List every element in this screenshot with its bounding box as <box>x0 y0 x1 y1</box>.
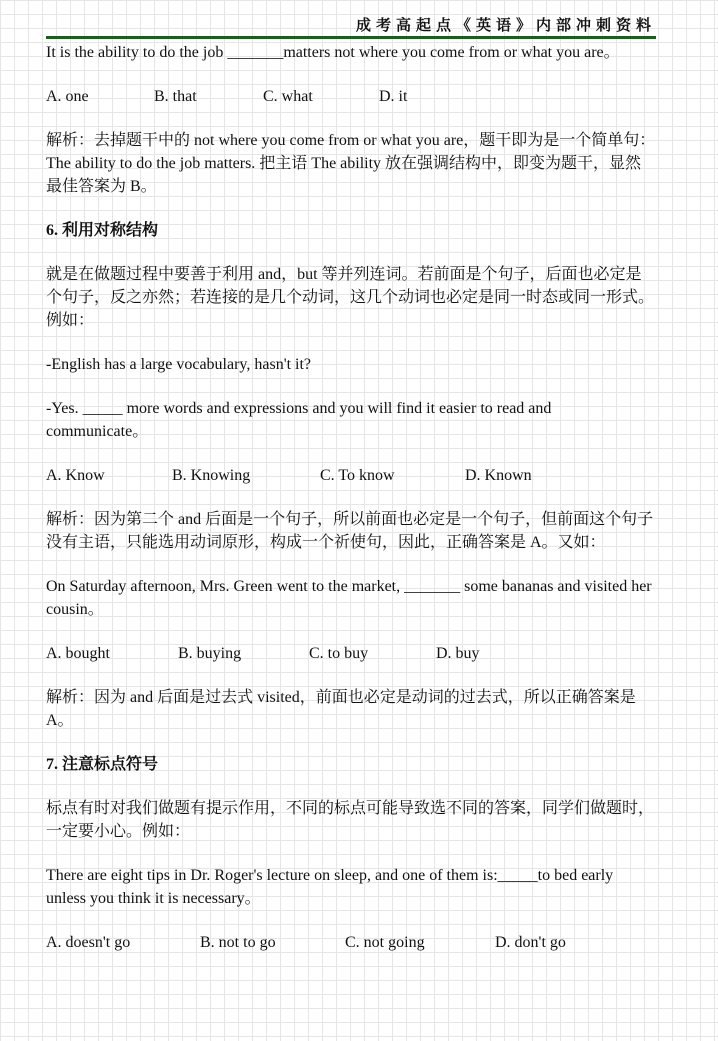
analysis-paragraph: 解析：因为第二个 and 后面是一个句子，所以前面也必定是一个句子，但前面这个句子没有主语，只能选用动词原形，构成一个祈使句，因此，正确答案是 A。又如： <box>46 511 654 551</box>
option-c: C. To know <box>320 467 395 484</box>
option-c: C. to buy <box>309 645 369 662</box>
header-title: 成考高起点《英语》内部冲刺资料 <box>355 16 656 34</box>
option-d: D. it <box>379 88 408 105</box>
section-heading-7: 7. 注意标点符号 <box>46 756 159 773</box>
section-heading-6: 6. 利用对称结构 <box>46 222 159 239</box>
option-d: D. don't go <box>495 934 566 951</box>
section-intro-7: 标点有时对我们做题有提示作用，不同的标点可能导致选不同的答案，同学们做题时，一定要小心。例如： <box>46 800 655 840</box>
page-header <box>46 0 656 38</box>
answer-options <box>46 464 656 487</box>
option-a: A. one <box>46 88 89 105</box>
option-c: C. what <box>263 88 313 105</box>
question-stem: There are eight tips in Dr. Roger's lecture on sleep, and one of them is:_____to bed early unless you think it is necessary。 <box>46 867 614 907</box>
question-stem: On Saturday afternoon, Mrs. Green went to the market, _______ some bananas and visited her cousin。 <box>46 578 652 618</box>
section-intro-6: 就是在做题过程中要善于利用 and，but 等并列连词。若前面是个句子，后面也必定是个句子，反之亦然；若连接的是几个动词，这几个动词也必定是同一时态或同一形式。例如： <box>46 266 655 329</box>
option-d: D. buy <box>436 645 480 662</box>
option-a: A. Know <box>46 467 105 484</box>
document-page <box>46 0 656 975</box>
option-b: B. buying <box>178 645 242 662</box>
analysis-paragraph: 解析：去掉题干中的 not where you come from or what you are，题干即为是一个简单句：The ability to do the job matters. 把主语 The ability 放在强调结构中，即变为题干，显然最佳答案为 B。 <box>46 132 656 195</box>
answer-options <box>46 931 656 954</box>
option-b: B. that <box>154 88 197 105</box>
document-body <box>46 41 656 954</box>
question-stem: It is the ability to do the job _______matters not where you come from or what you are。 <box>46 44 620 61</box>
dialogue-line: -Yes. _____ more words and expressions and you will find it easier to read and communicate。 <box>46 400 552 440</box>
option-b: B. not to go <box>200 934 276 951</box>
option-a: A. bought <box>46 645 110 662</box>
answer-options <box>46 85 656 108</box>
option-d: D. Known <box>465 467 532 484</box>
answer-options <box>46 642 656 665</box>
option-a: A. doesn't go <box>46 934 131 951</box>
option-b: B. Knowing <box>172 467 251 484</box>
analysis-paragraph: 解析：因为 and 后面是过去式 visited，前面也必定是动词的过去式，所以正确答案是 A。 <box>46 689 636 729</box>
option-c: C. not going <box>345 934 425 951</box>
dialogue-line: -English has a large vocabulary, hasn't it? <box>46 356 312 373</box>
header-rule <box>46 36 656 39</box>
